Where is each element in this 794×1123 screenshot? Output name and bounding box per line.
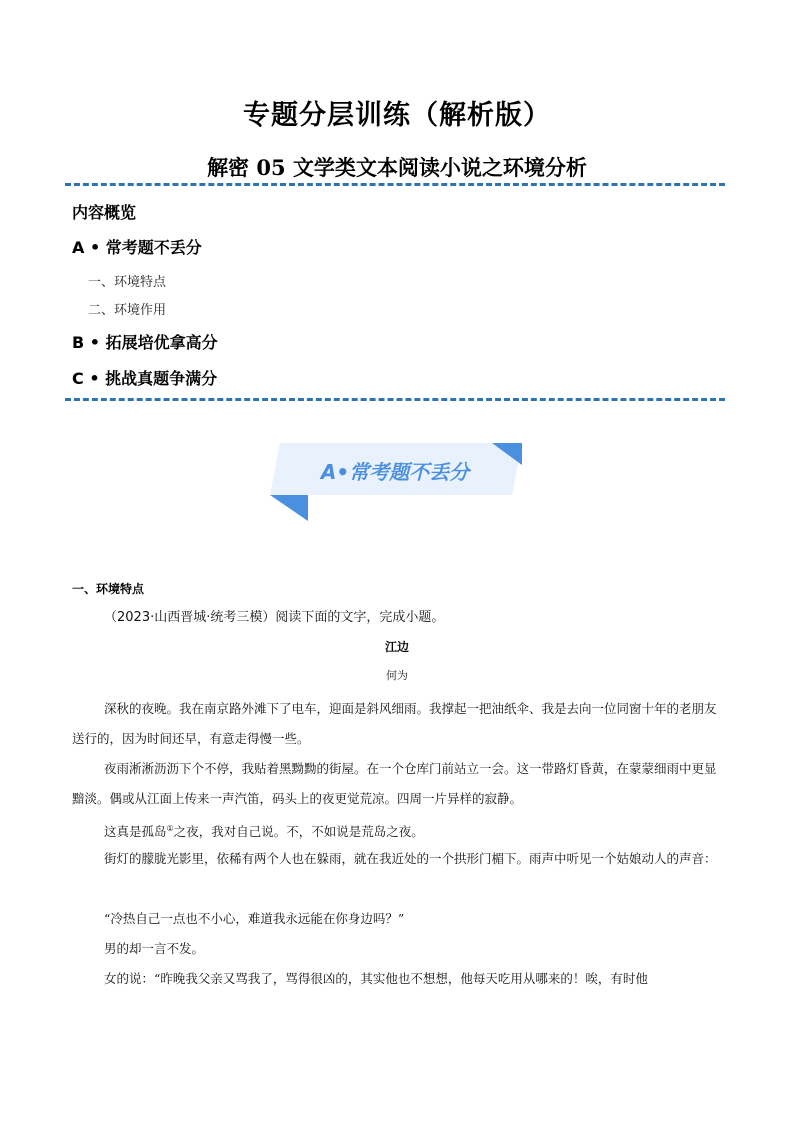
footnote-marker[interactable]: ① xyxy=(166,824,174,833)
section-heading: 一、环境特点 xyxy=(72,582,145,596)
question-intro: （2023·山西晋城·统考三模）阅读下面的文字，完成小题。 xyxy=(104,610,445,625)
paragraph-1: 深秋的夜晚。我在南京路外滩下了电车，迎面是斜风细雨。我撑起一把油纸伞、我是去向一位同窗十年的老朋友送行的，因为时间还早，有意走得慢一些。 xyxy=(72,701,717,746)
banner-label: A•常考题不丢分 xyxy=(320,460,470,484)
paragraph-6: 男的却一言不发。 xyxy=(104,941,205,956)
toc-section-b[interactable]: B • 拓展培优拿高分 xyxy=(72,333,218,352)
paragraph-5: “冷热自己一点也不小心，难道我永远能在你身边吗？” xyxy=(104,911,405,926)
toc-section-a[interactable]: A • 常考题不丢分 xyxy=(72,238,202,257)
paragraph-7: 女的说：“昨晚我父亲又骂我了，骂得很凶的，其实他也不想想，他每天吃用从哪来的！唉，有时他 xyxy=(104,971,648,986)
story-title: 江边 xyxy=(384,640,409,654)
paragraph-3-text-b: 之夜，我对自己说。不，不如说是荒岛之夜。 xyxy=(173,824,424,840)
paragraph-2: 夜雨淅淅沥沥下个不停，我贴着黑黝黝的街屋。在一个仓库门前站立一会。这一带路灯昏黄，在蒙蒙细雨中更显黯淡。偶或从江面上传来一声汽笛，码头上的夜更觉荒凉。四周一片异样的寂静。 xyxy=(72,761,717,806)
toc-sub-item-2[interactable]: 二、环境作用 xyxy=(88,303,167,318)
page-title: 专题分层训练（解析版） xyxy=(243,100,551,131)
dashed-divider-bottom xyxy=(65,398,725,401)
toc-sub-item-1[interactable]: 一、环境特点 xyxy=(88,275,167,290)
dashed-divider-top xyxy=(65,183,725,186)
section-banner xyxy=(270,443,522,523)
paragraph-3-text-a: 这真是孤岛 xyxy=(104,824,167,840)
paragraph-4: 街灯的朦胧光影里，依稀有两个人也在躲雨，就在我近处的一个拱形门楣下。雨声中听见一个姑娘动人的声音： xyxy=(104,851,717,866)
toc-heading: 内容概览 xyxy=(72,203,137,222)
toc-section-c[interactable]: C • 挑战真题争满分 xyxy=(72,369,218,388)
paragraph-3 xyxy=(72,814,724,847)
page-subtitle: 解密 05 文学类文本阅读小说之环境分析 xyxy=(207,155,587,180)
story-author: 何为 xyxy=(386,669,408,682)
